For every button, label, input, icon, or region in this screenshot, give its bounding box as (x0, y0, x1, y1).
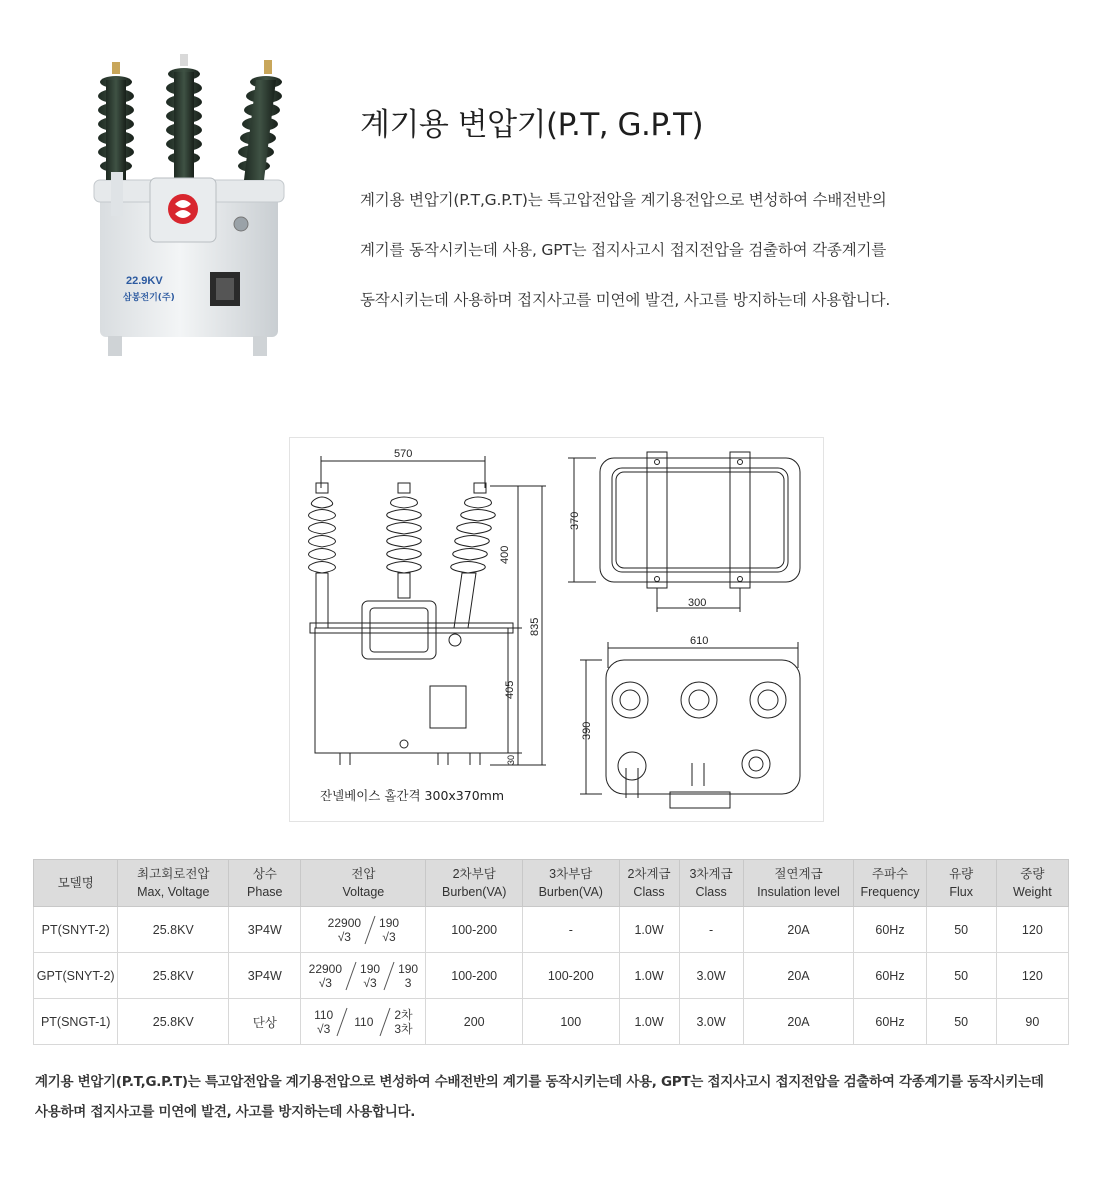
cell-frequency: 60Hz (854, 953, 926, 999)
voltage-fraction: 190 √3 (360, 961, 381, 990)
dim-405: 405 (504, 680, 516, 699)
cell-max-voltage: 25.8KV (118, 953, 229, 999)
cell-weight: 120 (996, 907, 1068, 953)
col-voltage: 전압 Voltage (301, 860, 426, 907)
fraction-slash-icon (382, 960, 396, 992)
dim-610: 610 (690, 635, 709, 647)
cell-weight: 120 (996, 953, 1068, 999)
note-line: 계기용 변압기(P.T,G.P.T)는 특고압전압을 계기용전압으로 변성하여 수배전반의 계기를 동작시키는데 사용, GPT는 접지사고시 접지전압을 검출하여 각종계기를 동작시키는데 (35, 1074, 1044, 1090)
voltage-fraction: 2차 3차 (394, 1007, 413, 1036)
bushing-right (238, 60, 282, 180)
cell-burden2: 200 (426, 999, 523, 1045)
cell-class2: 1.0W (619, 907, 679, 953)
description-line: 계기를 동작시키는데 사용, GPT는 접지사고시 접지전압을 검출하여 각종계기를 (360, 241, 887, 259)
page-title: 계기용 변압기(P.T, G.P.T) (360, 106, 704, 143)
dim-300: 300 (688, 597, 707, 609)
cell-frequency: 60Hz (854, 999, 926, 1045)
voltage-fraction: 190 3 (398, 961, 419, 990)
voltage-value: 110 (354, 1014, 374, 1029)
table-row (34, 907, 1069, 953)
voltage-fraction: 190 √3 (379, 915, 400, 944)
voltage-fraction: 110 √3 (314, 1007, 334, 1036)
bottom-note (35, 1067, 1075, 1127)
dim-370: 370 (569, 511, 581, 530)
cell-voltage (301, 999, 426, 1045)
dim-390: 390 (581, 721, 593, 740)
table-header-row (34, 860, 1069, 907)
col-insulation: 절연계급 Insulation level (743, 860, 854, 907)
cell-class2: 1.0W (619, 953, 679, 999)
table-row (34, 953, 1069, 999)
cell-class3: 3.0W (679, 953, 743, 999)
cell-phase: 3P4W (229, 907, 301, 953)
fraction-slash-icon (344, 960, 358, 992)
company-logo-icon (168, 194, 198, 224)
col-weight: 중량 Weight (996, 860, 1068, 907)
col-frequency: 주파수 Frequency (854, 860, 926, 907)
cover-view (580, 635, 800, 808)
cell-burden3: 100-200 (522, 953, 619, 999)
photo-voltage-label: 22.9KV (126, 275, 163, 287)
cell-insulation: 20A (743, 907, 854, 953)
cell-burden3: 100 (522, 999, 619, 1045)
cell-voltage (301, 907, 426, 953)
cell-phase: 단상 (229, 999, 301, 1045)
description-line: 동작시키는데 사용하며 접지사고를 미연에 발견, 사고를 방지하는데 사용합니다. (360, 291, 891, 309)
cell-burden3: - (522, 907, 619, 953)
col-class2: 2차계급 Class (619, 860, 679, 907)
cell-insulation: 20A (743, 953, 854, 999)
bushing-center (166, 54, 202, 178)
photo-maker-label: 삼봉전기(주) (123, 293, 175, 303)
cell-max-voltage: 25.8KV (118, 999, 229, 1045)
col-class3: 3차계급 Class (679, 860, 743, 907)
voltage-fraction: 22900 √3 (308, 961, 343, 990)
cell-weight: 90 (996, 999, 1068, 1045)
spec-table (33, 859, 1069, 1045)
dim-30: 30 (506, 754, 516, 765)
cell-max-voltage: 25.8KV (118, 907, 229, 953)
product-photo (78, 52, 293, 362)
cell-phase: 3P4W (229, 953, 301, 999)
top-view (568, 452, 800, 612)
cell-frequency: 60Hz (854, 907, 926, 953)
dim-570: 570 (394, 448, 413, 460)
col-flux: 유량 Flux (926, 860, 996, 907)
dim-835: 835 (529, 617, 541, 636)
fraction-slash-icon (335, 1006, 349, 1038)
cell-flux: 50 (926, 999, 996, 1045)
col-phase: 상수 Phase (229, 860, 301, 907)
description-line: 계기용 변압기(P.T,G.P.T)는 특고압전압을 계기용전압으로 변성하여 수배전반의 (360, 191, 887, 209)
cell-model: PT(SNGT-1) (34, 999, 118, 1045)
voltage-fraction: 22900 √3 (327, 915, 362, 944)
col-burden2: 2차부담 Burben(VA) (426, 860, 523, 907)
fraction-slash-icon (378, 1006, 392, 1038)
cell-class2: 1.0W (619, 999, 679, 1045)
cell-insulation: 20A (743, 999, 854, 1045)
col-model: 모델명 (34, 860, 118, 907)
cell-class3: - (679, 907, 743, 953)
drawing-caption: 잔넬베이스 홀간격 300x370mm (320, 788, 505, 803)
col-burden3: 3차부담 Burben(VA) (522, 860, 619, 907)
product-description (360, 184, 1060, 334)
fraction-slash-icon (363, 914, 377, 946)
cell-flux: 50 (926, 907, 996, 953)
cell-class3: 3.0W (679, 999, 743, 1045)
cell-voltage (301, 953, 426, 999)
dimension-drawing (289, 437, 824, 822)
cell-model: GPT(SNYT-2) (34, 953, 118, 999)
cell-burden2: 100-200 (426, 907, 523, 953)
dim-400: 400 (499, 545, 511, 564)
col-max-voltage: 최고회로전압 Max, Voltage (118, 860, 229, 907)
note-line: 사용하며 접지사고를 미연에 발견, 사고를 방지하는데 사용합니다. (35, 1104, 416, 1120)
cell-flux: 50 (926, 953, 996, 999)
front-view (309, 448, 547, 765)
table-row (34, 999, 1069, 1045)
cell-burden2: 100-200 (426, 953, 523, 999)
cell-model: PT(SNYT-2) (34, 907, 118, 953)
